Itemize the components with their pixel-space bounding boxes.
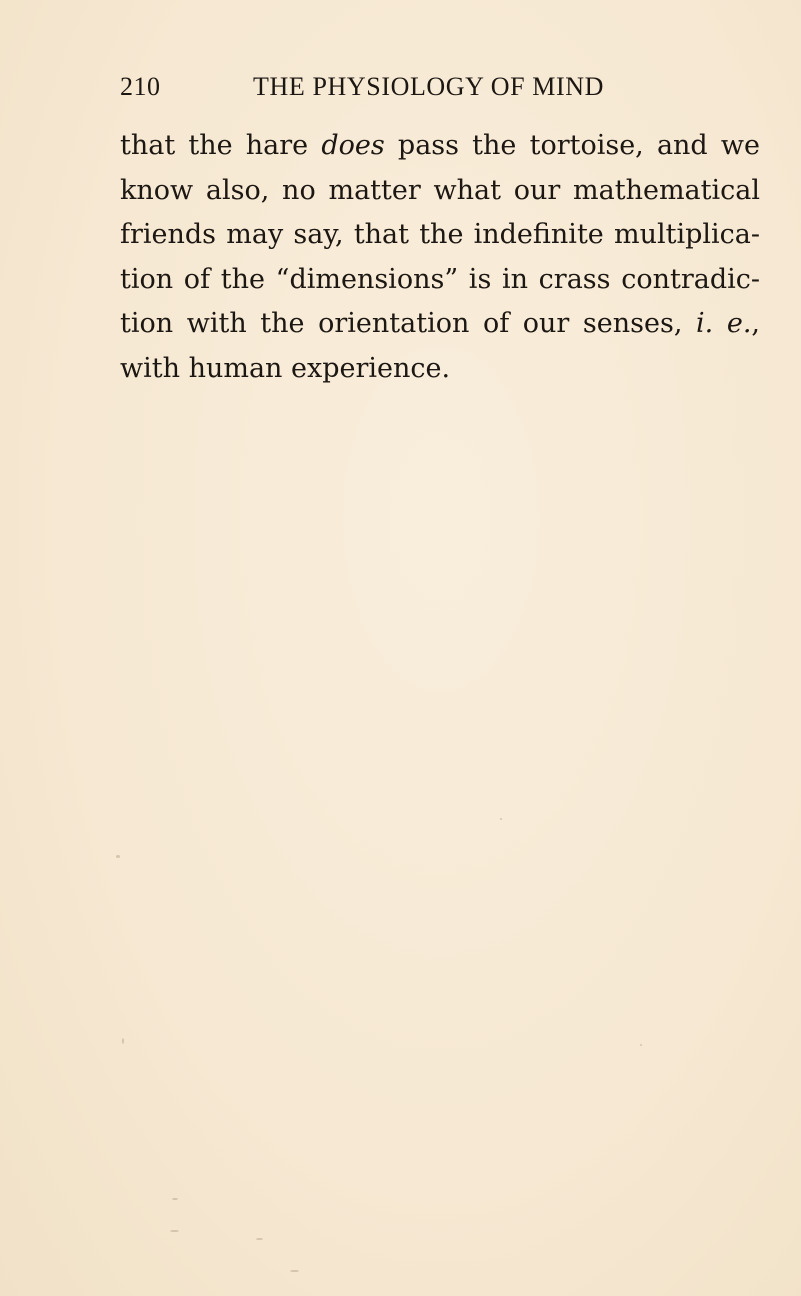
page-number: 210 — [120, 72, 161, 101]
paper-speck — [500, 818, 502, 820]
running-head — [120, 72, 680, 112]
paper-speck — [172, 1198, 178, 1200]
body-paragraph — [120, 124, 760, 391]
paper-speck — [170, 1230, 179, 1232]
text-line-3: friends may say, that the indefinite multiplica- — [120, 219, 760, 250]
text-segment: , — [751, 308, 760, 339]
text-segment: tion with the orientation of our senses, — [120, 308, 697, 339]
text-line-4: tion of the “dimensions” is in crass contradic- — [120, 263, 760, 295]
text-line-5 — [120, 302, 760, 347]
emphasis-text: does — [321, 130, 385, 161]
emphasis-text: i. e. — [696, 308, 752, 339]
paper-speck — [122, 1038, 124, 1044]
running-head-title: THE PHYSIOLOGY OF MIND — [253, 72, 604, 101]
text-segment: that the hare — [120, 130, 322, 161]
paper-speck — [256, 1238, 263, 1240]
text-line-6: with human experience. — [120, 352, 451, 384]
text-line-2: know also, no matter what our mathematical — [120, 174, 760, 206]
paper-speck — [640, 1044, 642, 1046]
paper-speck — [116, 855, 120, 858]
paper-speck — [290, 1270, 299, 1272]
text-segment: pass the tortoise, and we — [384, 130, 760, 161]
text-line-1 — [120, 124, 760, 169]
